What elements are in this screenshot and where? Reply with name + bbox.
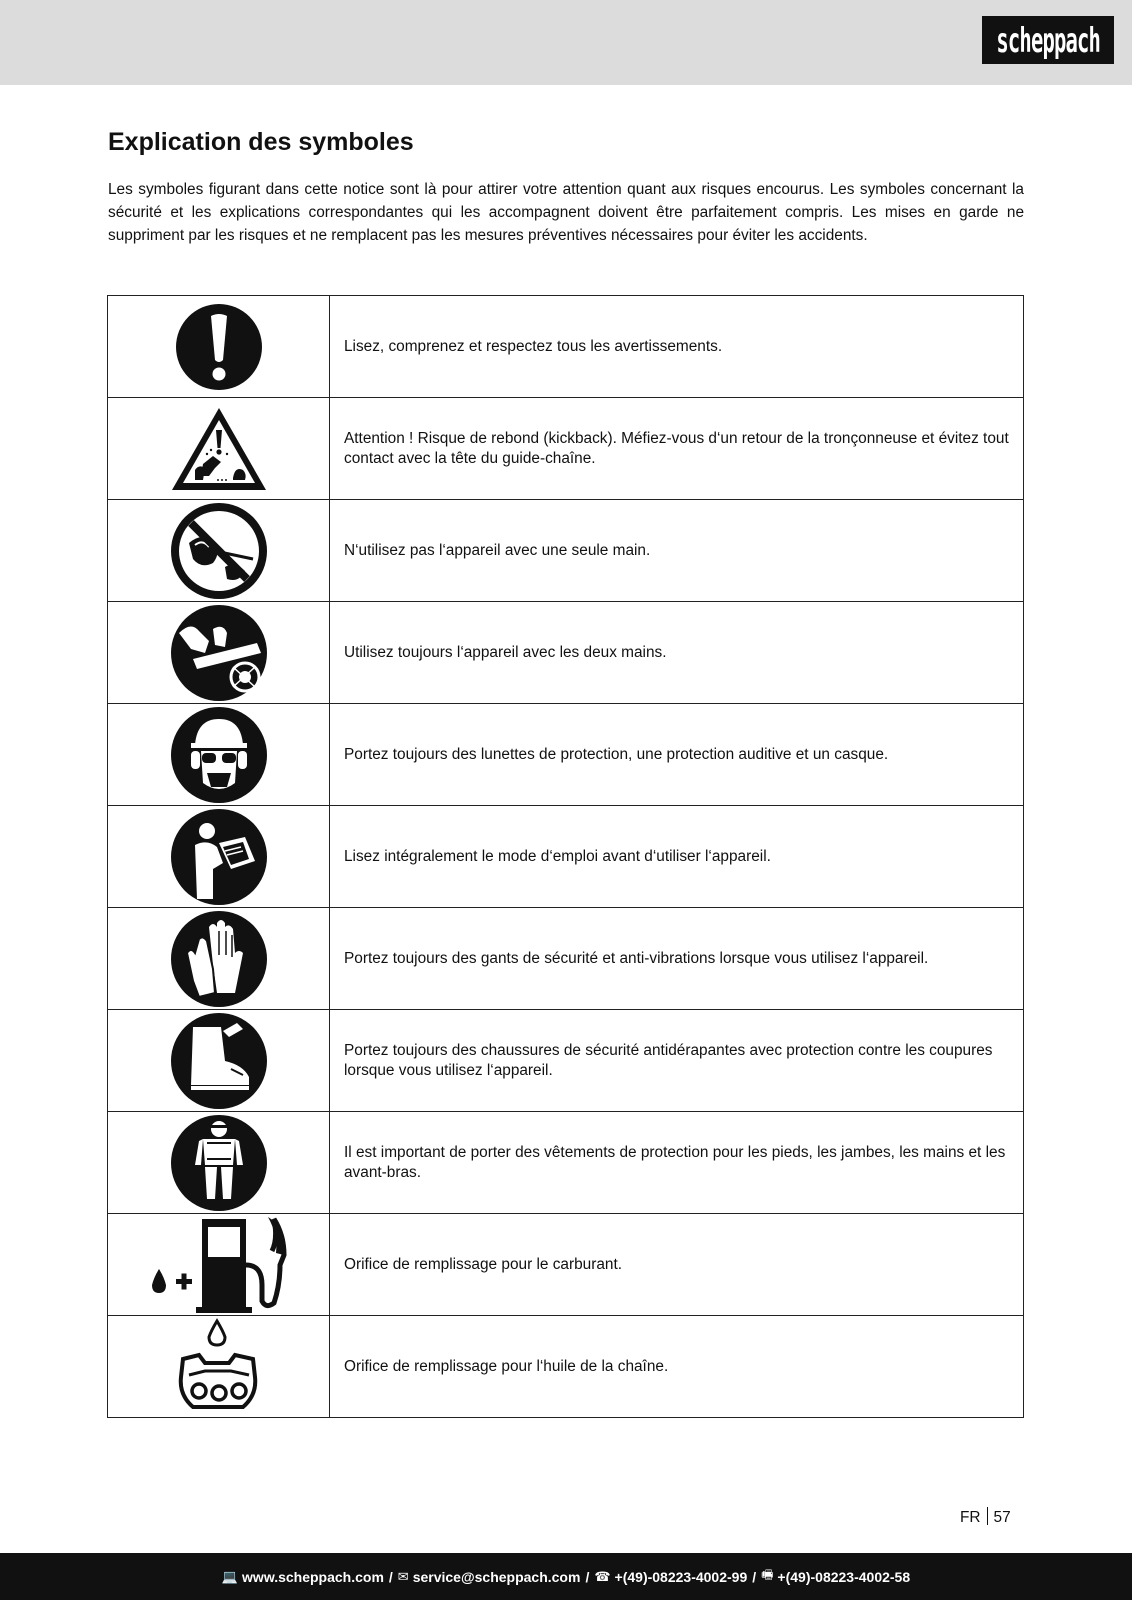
symbols-table (107, 295, 1024, 1418)
table-row (108, 1214, 1024, 1316)
table-row (108, 908, 1024, 1010)
table-row (108, 1010, 1024, 1112)
read-manual-icon (169, 807, 269, 907)
table-row (108, 500, 1024, 602)
table-row (108, 806, 1024, 908)
table-row (108, 398, 1024, 500)
symbol-description: N‘utilisez pas l‘appareil avec une seule main. (330, 500, 1024, 602)
protective-clothing-icon (169, 1113, 269, 1213)
symbol-description: Orifice de remplissage pour le carburant. (330, 1214, 1024, 1316)
no-one-hand-icon (169, 501, 269, 601)
page-number (960, 1507, 1011, 1527)
header-bar (0, 0, 1132, 85)
fuel-pump-icon (144, 1215, 294, 1315)
two-hands-icon (169, 603, 269, 703)
symbol-description: Portez toujours des chaussures de sécurité antidérapantes avec protection contre les coupures lorsque vous utilisez l‘appareil. (330, 1010, 1024, 1112)
phone-icon: ☎ (594, 1568, 611, 1584)
symbol-description: Utilisez toujours l‘appareil avec les deux mains. (330, 602, 1024, 704)
symbol-description: Attention ! Risque de rebond (kickback). Méfiez-vous d‘un retour de la tronçonneuse et évitez tout contact avec la tête du guide-chaîne. (330, 398, 1024, 500)
gloves-icon (169, 909, 269, 1009)
exclamation-icon (174, 302, 264, 392)
mail-icon: ✉ (397, 1568, 409, 1584)
intro-paragraph: Les symboles figurant dans cette notice sont là pour attirer votre attention quant aux risques encourus. Les symboles concernant la sécurité et les explications correspondantes qui les accompagnent doivent être parfaitement compris. Les mises en garde ne suppriment par les risques et ne remplacent pas les mesures préventives nécessaires pour éviter les accidents. (108, 181, 1024, 244)
symbol-description: Portez toujours des lunettes de protection, une protection auditive et un casque. (330, 704, 1024, 806)
footer-phone: +(49)-08223-4002-99 (614, 1568, 748, 1585)
footer-website[interactable]: www.scheppach.com (242, 1568, 384, 1585)
table-row (108, 602, 1024, 704)
footer-fax: +(49)-08223-4002-58 (777, 1568, 911, 1585)
fax-icon: 🖷 (761, 1566, 774, 1582)
footer-separator: / (585, 1568, 590, 1585)
table-row (108, 704, 1024, 806)
kickback-warning-icon (169, 404, 269, 494)
symbol-description: Orifice de remplissage pour l‘huile de la chaîne. (330, 1316, 1024, 1418)
symbol-description: Portez toujours des gants de sécurité et anti-vibrations lorsque vous utilisez l‘appareil. (330, 908, 1024, 1010)
footer-email[interactable]: service@scheppach.com (412, 1568, 581, 1585)
symbol-description: Lisez intégralement le mode d‘emploi avant d‘utiliser l‘appareil. (330, 806, 1024, 908)
table-row (108, 1316, 1024, 1418)
symbol-description: Lisez, comprenez et respectez tous les avertissements. (330, 296, 1024, 398)
table-row (108, 1112, 1024, 1214)
page-number-value: 57 (993, 1509, 1011, 1526)
symbol-description: Il est important de porter des vêtements de protection pour les pieds, les jambes, les mains et les avant-bras. (330, 1112, 1024, 1214)
head-protection-icon (169, 705, 269, 805)
footer-separator: / (752, 1568, 757, 1585)
safety-boots-icon (169, 1011, 269, 1111)
footer-separator: / (388, 1568, 393, 1585)
laptop-icon: 💻 (221, 1568, 239, 1584)
page-title: Explication des symboles (108, 128, 414, 156)
page-language: FR (960, 1509, 981, 1526)
scheppach-logo: scheppach (982, 16, 1114, 64)
table-row (108, 296, 1024, 398)
footer-bar (0, 1553, 1132, 1600)
chain-oil-icon (169, 1317, 269, 1417)
